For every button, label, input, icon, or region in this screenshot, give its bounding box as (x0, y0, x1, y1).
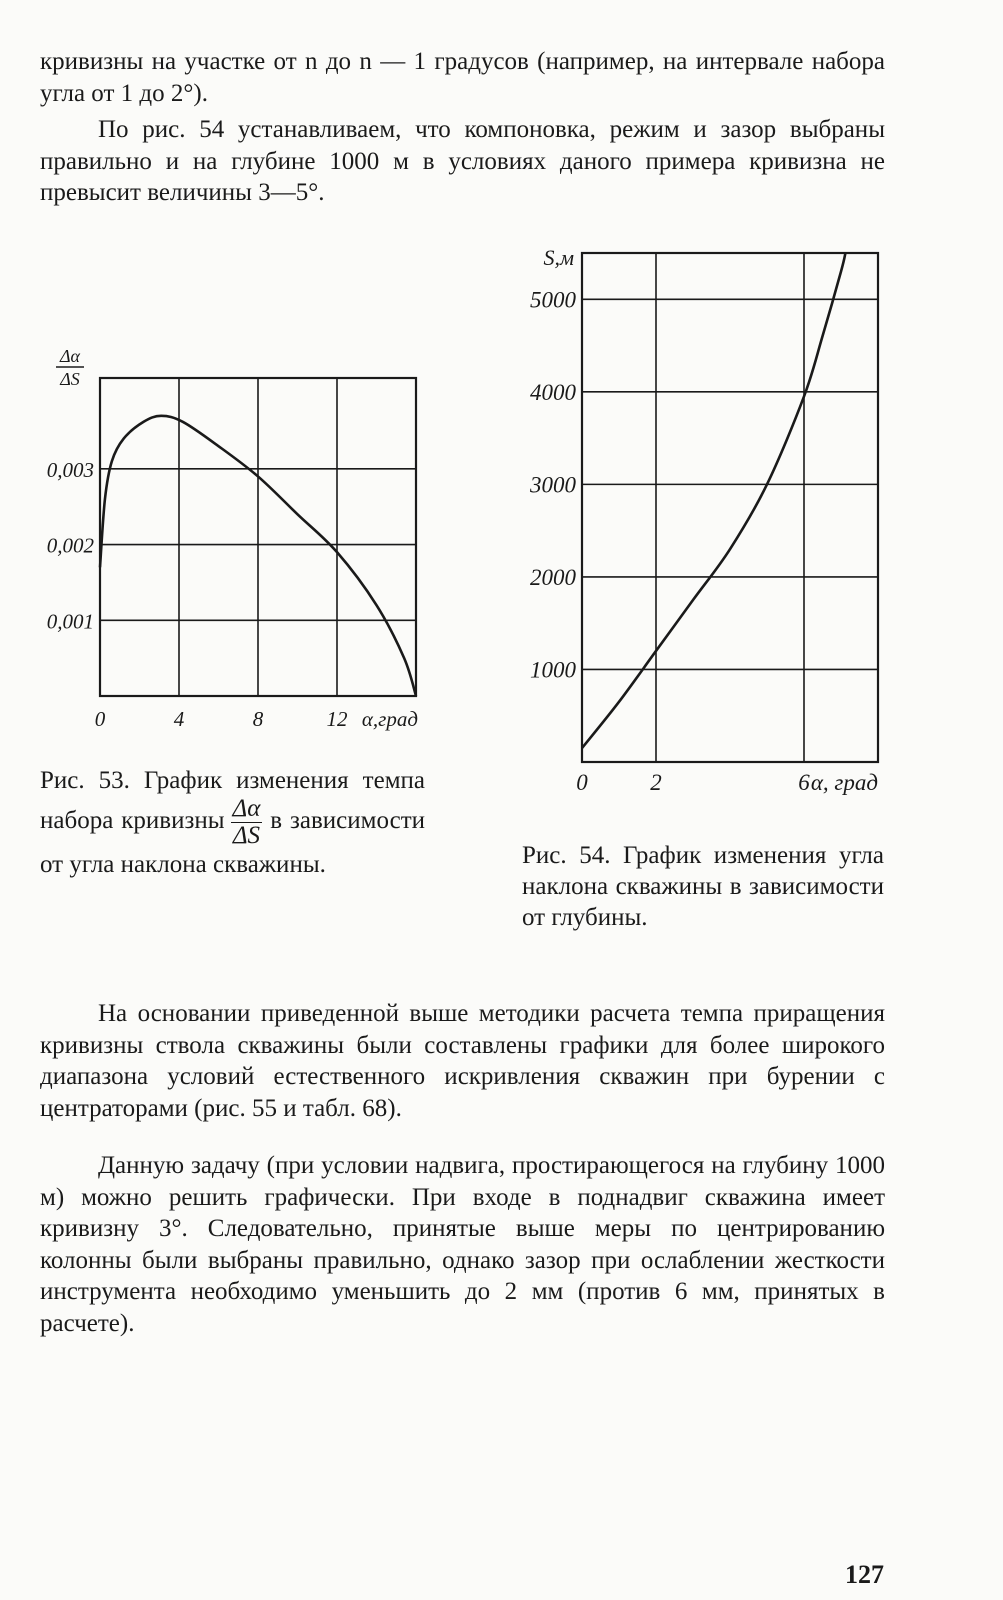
y-tick-label: 0,003 (46, 457, 94, 482)
y-tick-label: 1000 (530, 657, 576, 683)
x-tick-label: 4 (173, 707, 185, 731)
paragraph-2: По рис. 54 устанавливаем, что компоновка, режим и зазор выбраны правильно и на глубине 1000 м в условиях даного примера кривизна не превысит величины 3—5°. (40, 116, 885, 206)
paragraph-3: На основании приведенной выше методики расчета темпа приращения кривизны ствола скважины были составлены графики для более широкого диапазона условий естественного искривления скважин при бурении с центраторами (рис. 55 и табл. 68). (40, 1000, 885, 1122)
y-axis-label-num: Δα (59, 346, 81, 366)
x-tick-label: 0 (576, 770, 588, 795)
y-tick-label: 0,002 (46, 533, 94, 558)
y-tick-label: 0,001 (46, 609, 94, 634)
page-number: 127 (845, 1560, 884, 1589)
x-tick-label: 8 (252, 707, 264, 731)
x-tick-label: 12 (326, 707, 348, 731)
fraction-denominator: ΔS (232, 822, 260, 849)
figure-53-caption-fraction (231, 796, 263, 849)
paragraph-1: кривизны на участке от n до n — 1 градусов (например, на интервале набора угла от 1 до 2°). (40, 48, 885, 107)
y-tick-label: 4000 (530, 379, 576, 405)
x-tick-label: 0 (94, 707, 106, 731)
x-axis-label: α,град (361, 707, 418, 731)
y-tick-label: 3000 (530, 472, 576, 498)
figure-53-chart (30, 330, 440, 730)
series-line (582, 253, 845, 748)
figure-53-caption-text: Рис. 53. График изменения темпа набора кривизны (40, 767, 425, 835)
figure-54-chart (510, 235, 900, 795)
paragraph-4: Данную задачу (при условии надвига, простирающегося на глубину 1000 м) можно решить графически. При входе в поднадвиг скважина имеет кривизну 3°. Следовательно, принятые выше меры по центрированию колонны были выбраны правильно, однако зазор при ослаблении жесткости инструмента необходимо уменьшить до 2 мм (против 6 мм, принятых в расчете). (40, 1152, 885, 1337)
y-tick-label: 2000 (530, 564, 576, 590)
plot-frame (582, 253, 878, 762)
figure-53-caption (40, 765, 425, 880)
x-tick-label: 6 (798, 770, 810, 795)
x-tick-label: 2 (650, 770, 662, 795)
x-axis-label: α, град (810, 770, 878, 795)
fraction-numerator: Δα (232, 795, 261, 822)
figure-53-caption-tail: в зависимости от угла наклона скважины. (40, 807, 425, 878)
figure-54-caption: Рис. 54. График изменения угла наклона скважины в зависимости от глубины. (522, 842, 884, 931)
y-axis-label: S,м (543, 245, 574, 270)
y-tick-label: 5000 (530, 287, 576, 313)
y-axis-label-den: ΔS (60, 369, 80, 389)
